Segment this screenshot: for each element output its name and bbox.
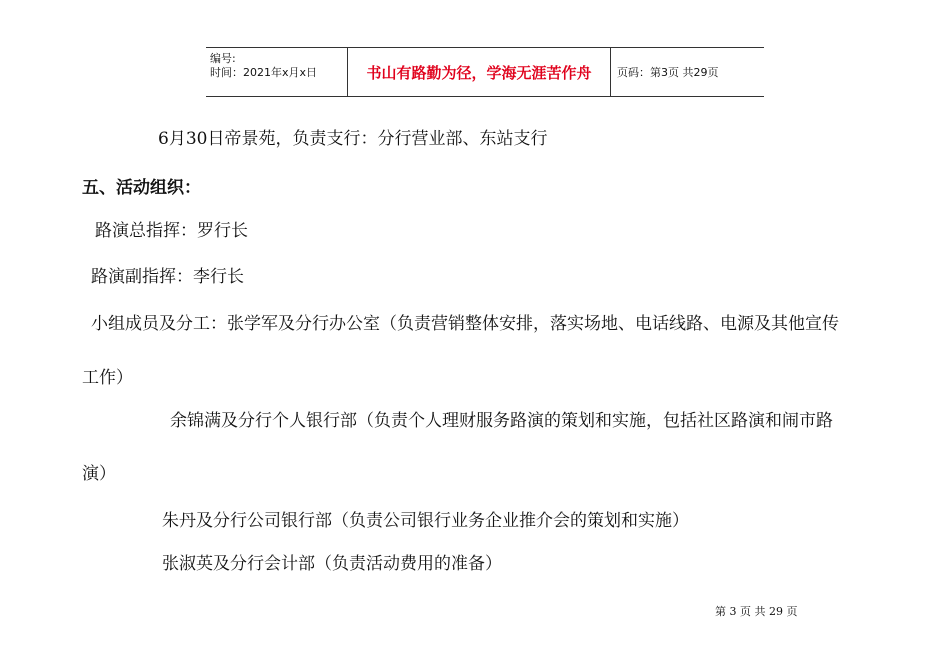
schedule-line: 6月30日帝景苑，负责支行：分行营业部、东站支行 [158, 129, 548, 149]
zhu-line: 朱丹及分行公司银行部（负责公司银行业务企业推介会的策划和实施） [162, 511, 689, 531]
yu-line-1: 余锦满及分行个人银行部（负责个人理财服务路演的策划和实施，包括社区路演和闹市路 [170, 411, 833, 431]
page-header [206, 47, 764, 97]
header-meta [206, 48, 348, 96]
commander-line: 路演总指挥：罗行长 [95, 221, 248, 241]
yu-line-2: 演） [82, 464, 116, 484]
zhang-line: 张淑英及分行会计部（负责活动费用的准备） [162, 554, 502, 574]
header-time: 时间：2021年x月x日 [210, 66, 318, 79]
header-motto: 书山有路勤为径，学海无涯苦作舟 [348, 48, 611, 96]
header-page-number: 页码：第3页 共29页 [617, 66, 719, 79]
page-footer: 第 3 页 共 29 页 [715, 605, 798, 618]
header-number: 编号: [210, 52, 236, 65]
section-heading: 五、活动组织： [82, 178, 201, 198]
deputy-line: 路演副指挥：李行长 [91, 267, 244, 287]
members-line-1: 小组成员及分工：张学军及分行办公室（负责营销整体安排，落实场地、电话线路、电源及其他宣传 [91, 314, 839, 334]
members-line-2: 工作） [82, 368, 133, 388]
